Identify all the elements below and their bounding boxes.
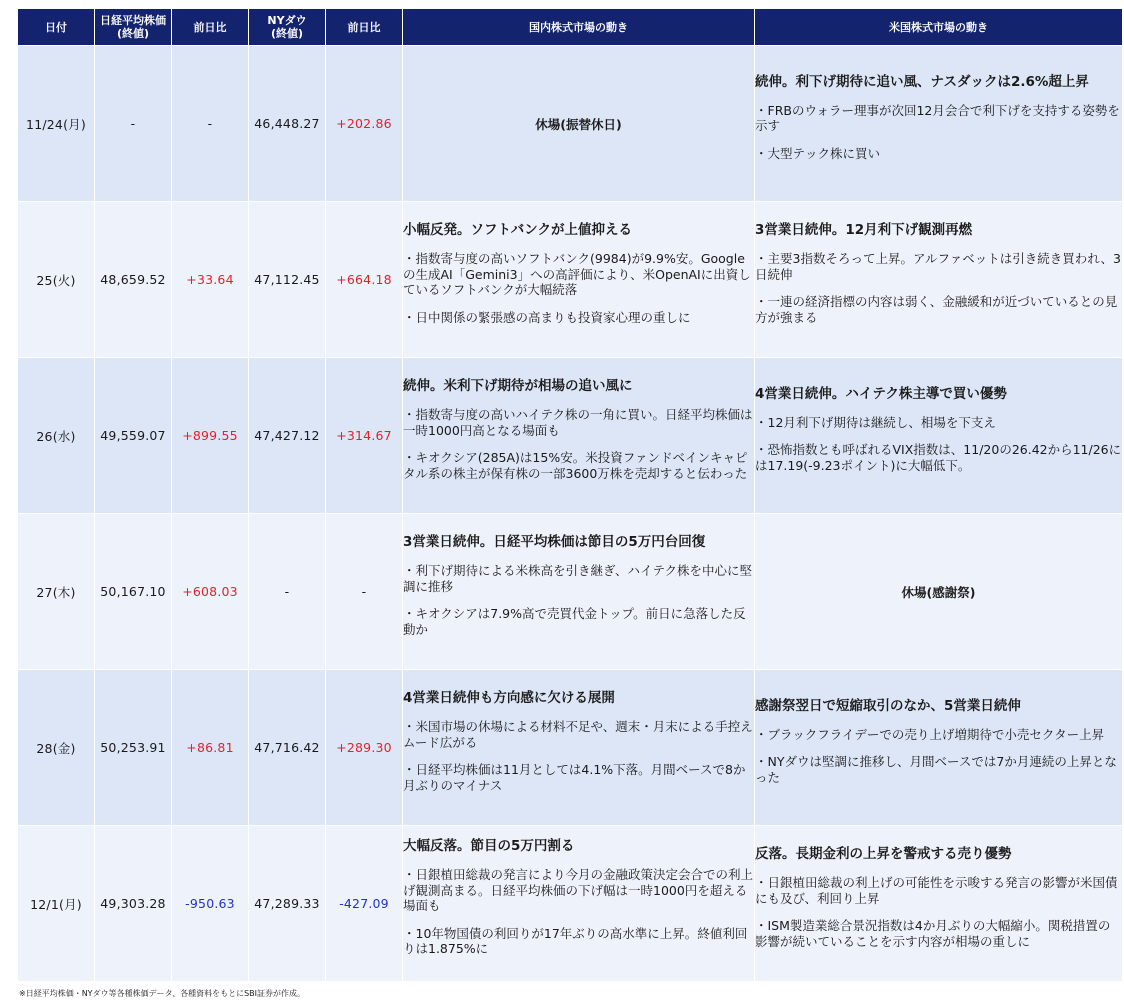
nikkei-close-cell: 48,659.52 [95,202,172,358]
us-market-cell-bullet: ・FRBのウォラー理事が次回12月会合で利下げを支持する姿勢を示す [755,102,1120,134]
domestic-market-cell-bullet: ・キオクシア(285A)は15%安。米投資ファンドベインキャピタル系の株主が保有株の一部3600万株を売却すると伝わった [403,450,748,481]
us-market-cell-holiday: 休場(感謝祭) [755,514,1123,670]
us-market-cell-bullet: ・一連の経済指標の内容は弱く、金融緩和が近づいているとの見方が強まる [755,294,1118,325]
dow-change-cell: +314.67 [326,358,403,514]
header-nikkei-change: 前日比 [172,9,249,46]
us-market-cell-bullet: ・12月利下げ期待は継続し、相場を下支え [755,414,996,430]
table-row [18,46,1123,202]
date-cell: 11/24(月) [18,46,95,202]
domestic-market-cell-bullet: ・米国市場の休場による材料不足や、週末・月末による手控えムード広がる [403,719,753,750]
dow-close-cell: - [249,514,326,670]
nikkei-close-cell: 50,167.10 [95,514,172,670]
us-market-cell [755,46,1123,202]
domestic-market-cell-headline: 大幅反落。節目の5万円割る [403,838,575,855]
nikkei-change-cell: +899.55 [172,358,249,514]
date-cell: 27(木) [18,514,95,670]
nikkei-change-cell: - [172,46,249,202]
domestic-market-cell [403,514,755,670]
domestic-market-cell-bullet: ・日経平均株価は11月としては4.1%下落。月間ベースで8か月ぶりのマイナス [403,762,746,793]
dow-close-cell: 47,289.33 [249,826,326,982]
dow-change-cell: +202.86 [326,46,403,202]
header-row [18,9,1123,46]
dow-close-cell: 47,716.42 [249,670,326,826]
nikkei-close-cell: 49,303.28 [95,826,172,982]
us-market-cell [755,670,1123,826]
dow-close-cell: 47,427.12 [249,358,326,514]
footnote: ※日経平均株価・NYダウ等各種株価データ、各種資料をもとにSBI証券が作成。 [19,989,306,998]
domestic-market-cell [403,826,755,982]
domestic-market-cell-bullet: ・利下げ期待による米株高を引き継ぎ、ハイテク株を中心に堅調に推移 [403,563,753,594]
domestic-market-cell-bullet: ・キオクシアは7.9%高で売買代金トップ。前日に急落した反動か [403,606,746,637]
us-market-cell-bullet: ・日銀植田総裁の利上げの可能性を示唆する発言の影響が米国債にも及び、利回り上昇 [755,875,1118,906]
domestic-market-cell-headline: 小幅反発。ソフトバンクが上値抑える [403,222,632,238]
dow-close-cell: 46,448.27 [249,46,326,202]
us-market-cell [755,826,1123,982]
dow-change-cell: - [326,514,403,670]
table-row [18,514,1123,670]
us-market-cell-bullet: ・ブラックフライデーでの売り上げ増期待で小売セクター上昇 [755,726,1105,742]
us-market-cell [755,358,1123,514]
nikkei-close-cell: 50,253.91 [95,670,172,826]
us-market-cell-headline: 3営業日続伸。12月利下げ観測再燃 [755,222,973,238]
domestic-market-cell-bullet: ・指数寄与度の高いソフトバンク(9984)が9.9%安。Googleの生成AI「Gemini3」への高評価により、米OpenAIに出資しているソフトバンクが大幅続落 [403,251,751,297]
domestic-market-cell-bullet: ・日銀植田総裁の発言により今月の金融政策決定会合での利上げ観測高まる。日経平均株価の下げ幅は一時1000円を超える場面も [403,867,754,914]
us-market-cell-headline: 反落。長期金利の上昇を警戒する売り優勢 [755,846,1012,862]
us-market-cell [755,202,1123,358]
table-row [18,826,1123,982]
us-market-cell-bullet: ・大型テック株に買い [755,145,881,161]
nikkei-change-cell: -950.63 [172,826,249,982]
dow-change-cell: +664.18 [326,202,403,358]
date-cell: 12/1(月) [18,826,95,982]
header-dow-close: NYダウ (終値) [249,9,326,46]
dow-close-cell: 47,112.45 [249,202,326,358]
us-market-cell-bullet: ・恐怖指数とも呼ばれるVIX指数は、11/20の26.42から11/26には17.19(-9.23ポイント)に大幅低下。 [755,442,1122,473]
header-date: 日付 [18,9,95,46]
header-domestic-market: 国内株式市場の動き [403,9,755,46]
us-market-cell-headline: 4営業日続伸。ハイテク株主導で買い優勢 [755,385,1007,402]
domestic-market-cell [403,670,755,826]
market-summary-table [17,8,1123,982]
us-market-cell-bullet: ・主要3指数そろって上昇。アルファベットは引き続き買われ、3日続伸 [755,251,1121,282]
us-market-cell-bullet: ・ISM製造業総合景況指数は4か月ぶりの大幅縮小。関税措置の影響が続いていることを示す内容が相場の重しに [755,918,1111,949]
dow-change-cell: -427.09 [326,826,403,982]
table-body [18,46,1123,982]
nikkei-change-cell: +86.81 [172,670,249,826]
header-us-market: 米国株式市場の動き [755,9,1123,46]
nikkei-close-cell: 49,559.07 [95,358,172,514]
table-row [18,358,1123,514]
domestic-market-cell [403,358,755,514]
domestic-market-cell-holiday: 休場(振替休日) [403,46,755,202]
us-market-cell-headline: 続伸。利下げ期待に追い風、ナスダックは2.6%超上昇 [755,73,1089,90]
dow-change-cell: +289.30 [326,670,403,826]
domestic-market-cell-bullet: ・10年物国債の利回りが17年ぶりの高水準に上昇。終値利回りは1.875%に [403,925,748,957]
domestic-market-cell [403,202,755,358]
nikkei-change-cell: +608.03 [172,514,249,670]
date-cell: 28(金) [18,670,95,826]
domestic-market-cell-headline: 4営業日続伸も方向感に欠ける展開 [403,690,615,706]
header-nikkei-close: 日経平均株価 (終値) [95,9,172,46]
nikkei-change-cell: +33.64 [172,202,249,358]
domestic-market-cell-headline: 続伸。米利下げ期待が相場の追い風に [403,378,633,394]
domestic-market-cell-bullet: ・指数寄与度の高いハイテク株の一角に買い。日経平均株価は一時1000円高となる場面も [403,407,753,438]
us-market-cell-headline: 感謝祭翌日で短縮取引のなか、5営業日続伸 [755,697,1021,714]
header-dow-change: 前日比 [326,9,403,46]
table-row [18,202,1123,358]
date-cell: 25(火) [18,202,95,358]
domestic-market-cell-bullet: ・日中関係の緊張感の高まりも投資家心理の重しに [403,309,691,325]
nikkei-close-cell: - [95,46,172,202]
date-cell: 26(水) [18,358,95,514]
domestic-market-cell-headline: 3営業日続伸。日経平均株価は節目の5万円台回復 [403,534,706,550]
table-row [18,670,1123,826]
us-market-cell-bullet: ・NYダウは堅調に推移し、月間ベースでは7か月連続の上昇となった [755,754,1117,785]
